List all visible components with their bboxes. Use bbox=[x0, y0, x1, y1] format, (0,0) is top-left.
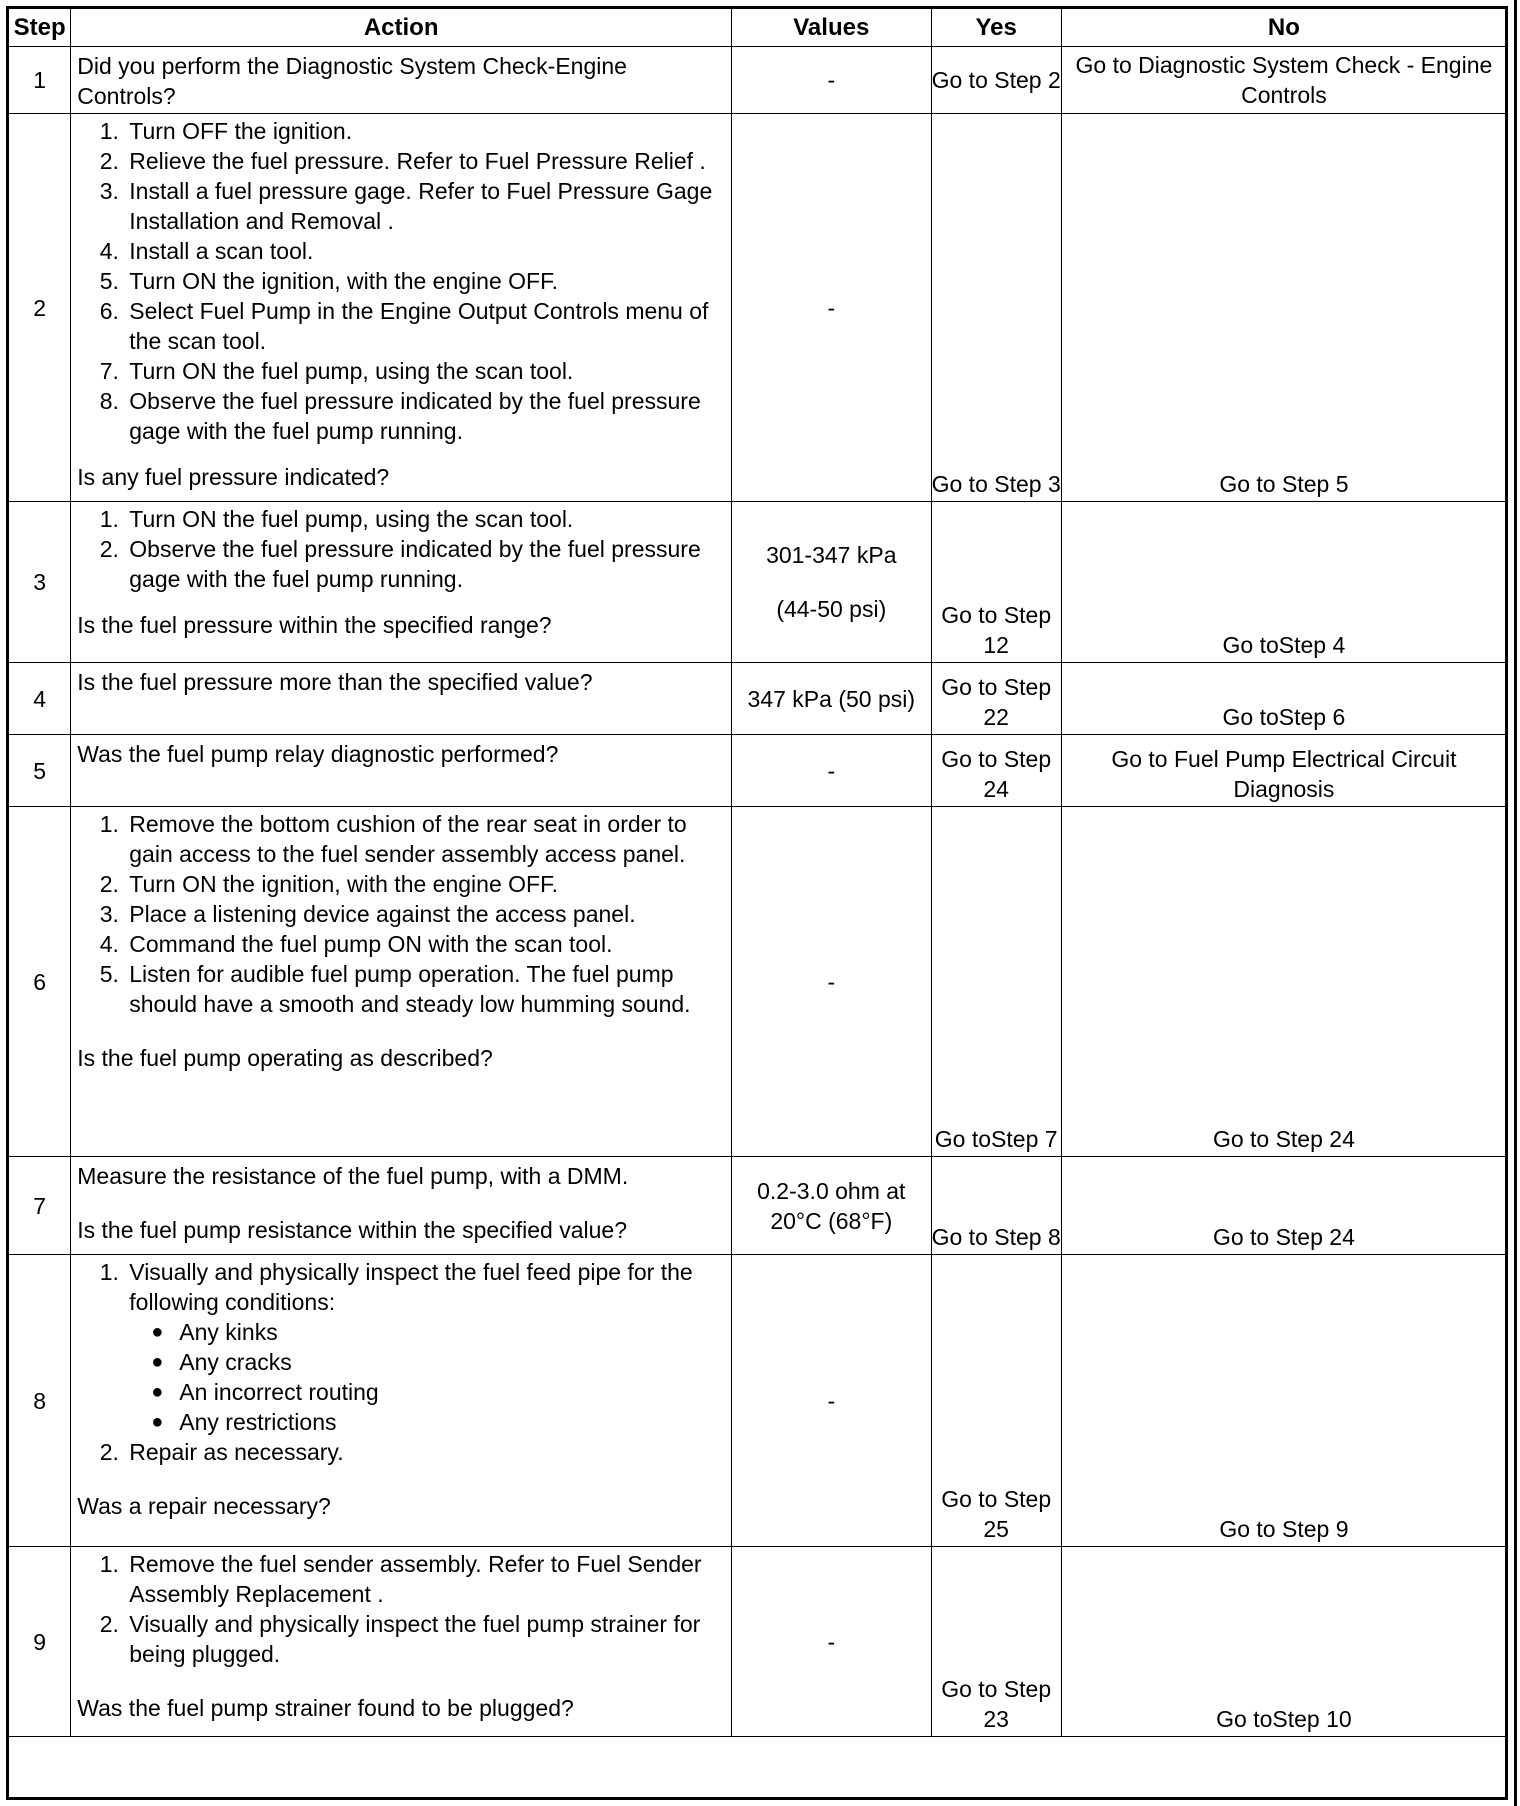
value-cell: - bbox=[732, 807, 932, 1157]
action-text: Did you perform the Diagnostic System Check-Engine Controls? bbox=[77, 53, 627, 109]
action-cell bbox=[71, 502, 732, 663]
table-row bbox=[9, 1547, 1507, 1737]
list-item: 2. Visually and physically inspect the fuel pump strainer for being plugged. bbox=[125, 1609, 725, 1669]
list-item: 4. Install a scan tool. bbox=[125, 236, 725, 266]
yes-cell: Go to Step 23 bbox=[931, 1547, 1061, 1737]
list-item: 2. Repair as necessary. bbox=[125, 1437, 725, 1467]
list-item-text: Visually and physically inspect the fuel feed pipe for the following conditions: bbox=[129, 1259, 693, 1315]
value-metric: 301-347 kPa bbox=[766, 542, 897, 568]
value-cell: - bbox=[732, 735, 932, 807]
action-cell bbox=[71, 735, 732, 807]
list-item: 6. Select Fuel Pump in the Engine Output Controls menu of the scan tool. bbox=[125, 296, 725, 356]
no-cell: Go to Step 5 bbox=[1061, 114, 1506, 502]
value-cell: - bbox=[732, 1255, 932, 1547]
list-item: 1. Remove the fuel sender assembly. Refer to Fuel Sender Assembly Replacement . bbox=[125, 1549, 725, 1609]
no-cell: Go to Diagnostic System Check - Engine Controls bbox=[1061, 47, 1506, 114]
list-item bbox=[125, 1257, 725, 1437]
step-number: 1 bbox=[9, 47, 71, 114]
list-item: 2. Observe the fuel pressure indicated by the fuel pressure gage with the fuel pump running. bbox=[125, 534, 725, 594]
condition-list bbox=[129, 1317, 725, 1437]
yes-cell: Go to Step 2 bbox=[931, 47, 1061, 114]
list-item: 3. Install a fuel pressure gage. Refer to Fuel Pressure Gage Installation and Removal . bbox=[125, 176, 725, 236]
step-number: 6 bbox=[9, 807, 71, 1157]
action-cell bbox=[71, 47, 732, 114]
diagnostic-table bbox=[8, 8, 1507, 1737]
value-cell: 0.2-3.0 ohm at 20°C (68°F) bbox=[732, 1157, 932, 1255]
action-text: Was the fuel pump relay diagnostic performed? bbox=[77, 741, 559, 767]
header-values: Values bbox=[732, 9, 932, 47]
step-number: 7 bbox=[9, 1157, 71, 1255]
table-row bbox=[9, 502, 1507, 663]
action-cell bbox=[71, 663, 732, 735]
header-no: No bbox=[1061, 9, 1506, 47]
no-cell: Go to Step 24 bbox=[1061, 1157, 1506, 1255]
no-cell: Go toStep 6 bbox=[1061, 663, 1506, 735]
no-cell: Go to Step 24 bbox=[1061, 807, 1506, 1157]
list-item: 2. Relieve the fuel pressure. Refer to Fuel Pressure Relief . bbox=[125, 146, 725, 176]
list-item: 7. Turn ON the fuel pump, using the scan tool. bbox=[125, 356, 725, 386]
bullet-item: ● An incorrect routing bbox=[173, 1377, 725, 1407]
question-text: Is the fuel pressure within the specified range? bbox=[77, 612, 552, 638]
yes-cell: Go to Step 8 bbox=[931, 1157, 1061, 1255]
header-yes: Yes bbox=[931, 9, 1061, 47]
yes-cell: Go to Step 24 bbox=[931, 735, 1061, 807]
action-cell bbox=[71, 114, 732, 502]
question-text: Was the fuel pump strainer found to be plugged? bbox=[77, 1695, 574, 1721]
list-item: 3. Place a listening device against the access panel. bbox=[125, 899, 725, 929]
step-number: 2 bbox=[9, 114, 71, 502]
header-step: Step bbox=[9, 9, 71, 47]
value-cell bbox=[732, 502, 932, 663]
list-item: 2. Turn ON the ignition, with the engine OFF. bbox=[125, 869, 725, 899]
action-list bbox=[77, 504, 725, 594]
list-item: 1. Turn OFF the ignition. bbox=[125, 116, 725, 146]
page-edge bbox=[1514, 0, 1517, 1806]
step-number: 5 bbox=[9, 735, 71, 807]
yes-cell: Go to Step 3 bbox=[931, 114, 1061, 502]
step-number: 9 bbox=[9, 1547, 71, 1737]
table-row bbox=[9, 663, 1507, 735]
question-text: Is the fuel pump operating as described? bbox=[77, 1045, 493, 1071]
no-cell: Go to Fuel Pump Electrical Circuit Diagnosis bbox=[1061, 735, 1506, 807]
value-cell: - bbox=[732, 1547, 932, 1737]
value-imperial: (44-50 psi) bbox=[776, 596, 887, 622]
step-number: 4 bbox=[9, 663, 71, 735]
question-text: Is any fuel pressure indicated? bbox=[77, 464, 390, 490]
step-number: 8 bbox=[9, 1255, 71, 1547]
table-row bbox=[9, 47, 1507, 114]
table-row bbox=[9, 1157, 1507, 1255]
yes-cell: Go to Step 25 bbox=[931, 1255, 1061, 1547]
no-cell: Go toStep 4 bbox=[1061, 502, 1506, 663]
list-item: 4. Command the fuel pump ON with the scan tool. bbox=[125, 929, 725, 959]
action-cell bbox=[71, 1547, 732, 1737]
action-text: Measure the resistance of the fuel pump, with a DMM. bbox=[77, 1163, 629, 1189]
header-row bbox=[9, 9, 1507, 47]
list-item: 5. Turn ON the ignition, with the engine OFF. bbox=[125, 266, 725, 296]
question-text: Is the fuel pump resistance within the specified value? bbox=[77, 1217, 628, 1243]
table-row bbox=[9, 735, 1507, 807]
yes-cell: Go to Step 22 bbox=[931, 663, 1061, 735]
yes-cell: Go toStep 7 bbox=[931, 807, 1061, 1157]
action-cell bbox=[71, 1255, 732, 1547]
list-item: 8. Observe the fuel pressure indicated by the fuel pressure gage with the fuel pump running. bbox=[125, 386, 725, 446]
action-cell bbox=[71, 807, 732, 1157]
action-cell bbox=[71, 1157, 732, 1255]
bullet-item: ● Any kinks bbox=[173, 1317, 725, 1347]
yes-cell: Go to Step 12 bbox=[931, 502, 1061, 663]
value-cell: - bbox=[732, 47, 932, 114]
value-cell: - bbox=[732, 114, 932, 502]
bullet-item: ● Any restrictions bbox=[173, 1407, 725, 1437]
no-cell: Go to Step 9 bbox=[1061, 1255, 1506, 1547]
no-cell: Go toStep 10 bbox=[1061, 1547, 1506, 1737]
step-number: 3 bbox=[9, 502, 71, 663]
list-item: 1. Turn ON the fuel pump, using the scan tool. bbox=[125, 504, 725, 534]
table-row bbox=[9, 807, 1507, 1157]
action-list bbox=[77, 1257, 725, 1467]
action-list bbox=[77, 116, 725, 446]
list-item: 1. Remove the bottom cushion of the rear seat in order to gain access to the fuel sender assembly access panel. bbox=[125, 809, 725, 869]
value-cell: 347 kPa (50 psi) bbox=[732, 663, 932, 735]
action-list bbox=[77, 1549, 725, 1669]
table-row bbox=[9, 114, 1507, 502]
bullet-item: ● Any cracks bbox=[173, 1347, 725, 1377]
action-list bbox=[77, 809, 725, 1019]
action-text: Is the fuel pressure more than the specified value? bbox=[77, 669, 593, 695]
list-item: 5. Listen for audible fuel pump operation. The fuel pump should have a smooth and steady low humming sound. bbox=[125, 959, 725, 1019]
question-text: Was a repair necessary? bbox=[77, 1493, 331, 1519]
table-row bbox=[9, 1255, 1507, 1547]
header-action: Action bbox=[71, 9, 732, 47]
